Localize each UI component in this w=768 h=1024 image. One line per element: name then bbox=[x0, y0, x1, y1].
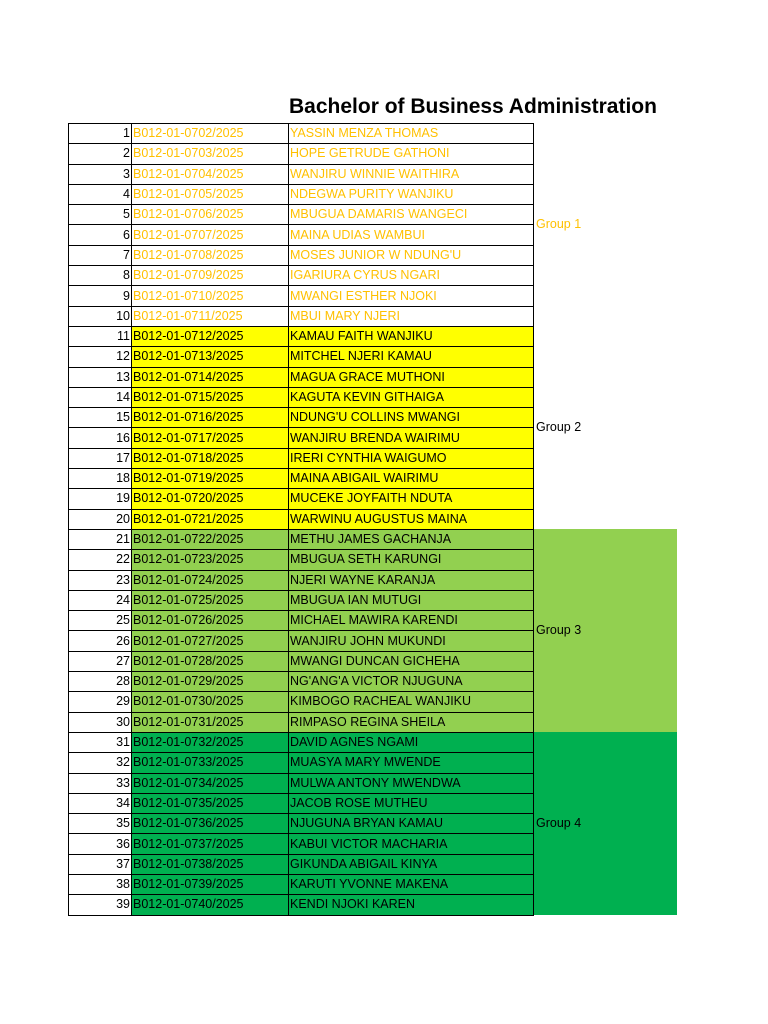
student-name-cell[interactable]: NJERI WAYNE KARANJA bbox=[289, 570, 534, 590]
row-number-cell[interactable]: 38 bbox=[69, 874, 132, 894]
table-row bbox=[69, 124, 678, 144]
student-name-cell[interactable]: NJUGUNA BRYAN KAMAU bbox=[289, 814, 534, 834]
row-number-cell[interactable]: 6 bbox=[69, 225, 132, 245]
row-number-cell[interactable]: 8 bbox=[69, 266, 132, 286]
registration-number-cell[interactable]: B012-01-0723/2025 bbox=[132, 550, 289, 570]
registration-number-cell[interactable]: B012-01-0714/2025 bbox=[132, 367, 289, 387]
table-row bbox=[69, 732, 678, 752]
student-name-cell[interactable]: NG'ANG'A VICTOR NJUGUNA bbox=[289, 672, 534, 692]
row-number-cell[interactable]: 10 bbox=[69, 306, 132, 326]
student-name-cell[interactable]: KENDI NJOKI KAREN bbox=[289, 895, 534, 915]
student-name-cell[interactable]: KAMAU FAITH WANJIKU bbox=[289, 326, 534, 346]
student-name-cell[interactable]: KARUTI YVONNE MAKENA bbox=[289, 874, 534, 894]
registration-number-cell[interactable]: B012-01-0731/2025 bbox=[132, 712, 289, 732]
registration-number-cell[interactable]: B012-01-0711/2025 bbox=[132, 306, 289, 326]
row-number-cell[interactable]: 2 bbox=[69, 144, 132, 164]
registration-number-cell[interactable]: B012-01-0727/2025 bbox=[132, 631, 289, 651]
student-name-cell[interactable]: METHU JAMES GACHANJA bbox=[289, 529, 534, 549]
student-name-cell[interactable]: MBUGUA DAMARIS WANGECI bbox=[289, 205, 534, 225]
student-name-cell[interactable]: MAINA UDIAS WAMBUI bbox=[289, 225, 534, 245]
student-name-cell[interactable]: DAVID AGNES NGAMI bbox=[289, 732, 534, 752]
row-number-cell[interactable]: 18 bbox=[69, 469, 132, 489]
registration-number-cell[interactable]: B012-01-0738/2025 bbox=[132, 854, 289, 874]
student-table-body bbox=[69, 124, 678, 916]
student-name-cell[interactable]: WARWINU AUGUSTUS MAINA bbox=[289, 509, 534, 529]
registration-number-cell[interactable]: B012-01-0703/2025 bbox=[132, 144, 289, 164]
registration-number-cell[interactable]: B012-01-0725/2025 bbox=[132, 590, 289, 610]
registration-number-cell[interactable]: B012-01-0716/2025 bbox=[132, 408, 289, 428]
row-number-cell[interactable]: 26 bbox=[69, 631, 132, 651]
group-label-cell[interactable]: Group 1 bbox=[536, 217, 582, 232]
student-name-cell[interactable]: MUASYA MARY MWENDE bbox=[289, 753, 534, 773]
student-group-table bbox=[68, 123, 677, 916]
student-name-cell[interactable]: MBUGUA IAN MUTUGI bbox=[289, 590, 534, 610]
student-table-container bbox=[68, 123, 677, 916]
student-name-cell[interactable]: MULWA ANTONY MWENDWA bbox=[289, 773, 534, 793]
row-number-cell[interactable]: 27 bbox=[69, 651, 132, 671]
group-label-cell[interactable]: Group 3 bbox=[534, 529, 678, 732]
row-number-cell[interactable]: 1 bbox=[69, 124, 132, 144]
student-name-cell[interactable]: GIKUNDA ABIGAIL KINYA bbox=[289, 854, 534, 874]
registration-number-cell[interactable]: B012-01-0740/2025 bbox=[132, 895, 289, 915]
student-name-cell[interactable]: YASSIN MENZA THOMAS bbox=[289, 124, 534, 144]
row-number-cell[interactable]: 12 bbox=[69, 347, 132, 367]
student-name-cell[interactable]: WANJIRU JOHN MUKUNDI bbox=[289, 631, 534, 651]
registration-number-cell[interactable]: B012-01-0702/2025 bbox=[132, 124, 289, 144]
registration-number-cell[interactable]: B012-01-0704/2025 bbox=[132, 164, 289, 184]
registration-number-cell[interactable]: B012-01-0732/2025 bbox=[132, 732, 289, 752]
student-name-cell[interactable]: IRERI CYNTHIA WAIGUMO bbox=[289, 448, 534, 468]
registration-number-cell[interactable]: B012-01-0733/2025 bbox=[132, 753, 289, 773]
student-name-cell[interactable]: NDEGWA PURITY WANJIKU bbox=[289, 184, 534, 204]
row-number-cell[interactable]: 9 bbox=[69, 286, 132, 306]
registration-number-cell[interactable]: B012-01-0708/2025 bbox=[132, 245, 289, 265]
row-number-cell[interactable]: 30 bbox=[69, 712, 132, 732]
row-number-cell[interactable]: 34 bbox=[69, 793, 132, 813]
student-name-cell[interactable]: MAGUA GRACE MUTHONI bbox=[289, 367, 534, 387]
student-name-cell[interactable]: IGARIURA CYRUS NGARI bbox=[289, 266, 534, 286]
registration-number-cell[interactable]: B012-01-0735/2025 bbox=[132, 793, 289, 813]
student-name-cell[interactable]: RIMPASO REGINA SHEILA bbox=[289, 712, 534, 732]
row-number-cell[interactable]: 16 bbox=[69, 428, 132, 448]
row-number-cell[interactable]: 32 bbox=[69, 753, 132, 773]
row-number-cell[interactable]: 39 bbox=[69, 895, 132, 915]
registration-number-cell[interactable]: B012-01-0728/2025 bbox=[132, 651, 289, 671]
row-number-cell[interactable]: 28 bbox=[69, 672, 132, 692]
row-number-cell[interactable]: 15 bbox=[69, 408, 132, 428]
registration-number-cell[interactable]: B012-01-0730/2025 bbox=[132, 692, 289, 712]
registration-number-cell[interactable]: B012-01-0710/2025 bbox=[132, 286, 289, 306]
row-number-cell[interactable]: 17 bbox=[69, 448, 132, 468]
row-number-cell[interactable]: 5 bbox=[69, 205, 132, 225]
group-label-cell[interactable]: Group 2 bbox=[536, 420, 582, 435]
row-number-cell[interactable]: 35 bbox=[69, 814, 132, 834]
registration-number-cell[interactable]: B012-01-0737/2025 bbox=[132, 834, 289, 854]
student-name-cell[interactable]: KABUI VICTOR MACHARIA bbox=[289, 834, 534, 854]
row-number-cell[interactable]: 36 bbox=[69, 834, 132, 854]
student-name-cell[interactable]: KAGUTA KEVIN GITHAIGA bbox=[289, 387, 534, 407]
row-number-cell[interactable]: 20 bbox=[69, 509, 132, 529]
registration-number-cell[interactable]: B012-01-0718/2025 bbox=[132, 448, 289, 468]
student-name-cell[interactable]: MWANGI DUNCAN GICHEHA bbox=[289, 651, 534, 671]
sheet-title: Bachelor of Business Administration bbox=[289, 95, 657, 118]
registration-number-cell[interactable]: B012-01-0722/2025 bbox=[132, 529, 289, 549]
student-name-cell[interactable]: MICHAEL MAWIRA KARENDI bbox=[289, 611, 534, 631]
group-label-cell[interactable]: Group 4 bbox=[534, 732, 678, 915]
row-number-cell[interactable]: 21 bbox=[69, 529, 132, 549]
student-name-cell[interactable]: MOSES JUNIOR W NDUNG'U bbox=[289, 245, 534, 265]
registration-number-cell[interactable]: B012-01-0724/2025 bbox=[132, 570, 289, 590]
registration-number-cell[interactable]: B012-01-0736/2025 bbox=[132, 814, 289, 834]
student-name-cell[interactable]: NDUNG'U COLLINS MWANGI bbox=[289, 408, 534, 428]
student-name-cell[interactable]: HOPE GETRUDE GATHONI bbox=[289, 144, 534, 164]
student-name-cell[interactable]: WANJIRU WINNIE WAITHIRA bbox=[289, 164, 534, 184]
registration-number-cell[interactable]: B012-01-0717/2025 bbox=[132, 428, 289, 448]
row-number-cell[interactable]: 3 bbox=[69, 164, 132, 184]
row-number-cell[interactable]: 4 bbox=[69, 184, 132, 204]
registration-number-cell[interactable]: B012-01-0713/2025 bbox=[132, 347, 289, 367]
registration-number-cell[interactable]: B012-01-0705/2025 bbox=[132, 184, 289, 204]
student-name-cell[interactable]: MUCEKE JOYFAITH NDUTA bbox=[289, 489, 534, 509]
row-number-cell[interactable]: 19 bbox=[69, 489, 132, 509]
student-name-cell[interactable]: MAINA ABIGAIL WAIRIMU bbox=[289, 469, 534, 489]
row-number-cell[interactable]: 37 bbox=[69, 854, 132, 874]
row-number-cell[interactable]: 25 bbox=[69, 611, 132, 631]
row-number-cell[interactable]: 7 bbox=[69, 245, 132, 265]
row-number-cell[interactable]: 29 bbox=[69, 692, 132, 712]
registration-number-cell[interactable]: B012-01-0706/2025 bbox=[132, 205, 289, 225]
registration-number-cell[interactable]: B012-01-0715/2025 bbox=[132, 387, 289, 407]
row-number-cell[interactable]: 22 bbox=[69, 550, 132, 570]
registration-number-cell[interactable]: B012-01-0712/2025 bbox=[132, 326, 289, 346]
registration-number-cell[interactable]: B012-01-0729/2025 bbox=[132, 672, 289, 692]
registration-number-cell[interactable]: B012-01-0720/2025 bbox=[132, 489, 289, 509]
student-name-cell[interactable]: KIMBOGO RACHEAL WANJIKU bbox=[289, 692, 534, 712]
registration-number-cell[interactable]: B012-01-0734/2025 bbox=[132, 773, 289, 793]
registration-number-cell[interactable]: B012-01-0721/2025 bbox=[132, 509, 289, 529]
registration-number-cell[interactable]: B012-01-0726/2025 bbox=[132, 611, 289, 631]
row-number-cell[interactable]: 11 bbox=[69, 326, 132, 346]
table-row bbox=[69, 529, 678, 549]
row-number-cell[interactable]: 24 bbox=[69, 590, 132, 610]
student-name-cell[interactable]: MWANGI ESTHER NJOKI bbox=[289, 286, 534, 306]
registration-number-cell[interactable]: B012-01-0707/2025 bbox=[132, 225, 289, 245]
registration-number-cell[interactable]: B012-01-0719/2025 bbox=[132, 469, 289, 489]
row-number-cell[interactable]: 31 bbox=[69, 732, 132, 752]
student-name-cell[interactable]: WANJIRU BRENDA WAIRIMU bbox=[289, 428, 534, 448]
row-number-cell[interactable]: 33 bbox=[69, 773, 132, 793]
student-name-cell[interactable]: MBUGUA SETH KARUNGI bbox=[289, 550, 534, 570]
student-name-cell[interactable]: MITCHEL NJERI KAMAU bbox=[289, 347, 534, 367]
row-number-cell[interactable]: 14 bbox=[69, 387, 132, 407]
registration-number-cell[interactable]: B012-01-0739/2025 bbox=[132, 874, 289, 894]
row-number-cell[interactable]: 13 bbox=[69, 367, 132, 387]
row-number-cell[interactable]: 23 bbox=[69, 570, 132, 590]
student-name-cell[interactable]: JACOB ROSE MUTHEU bbox=[289, 793, 534, 813]
student-name-cell[interactable]: MBUI MARY NJERI bbox=[289, 306, 534, 326]
registration-number-cell[interactable]: B012-01-0709/2025 bbox=[132, 266, 289, 286]
table-row bbox=[69, 326, 678, 346]
